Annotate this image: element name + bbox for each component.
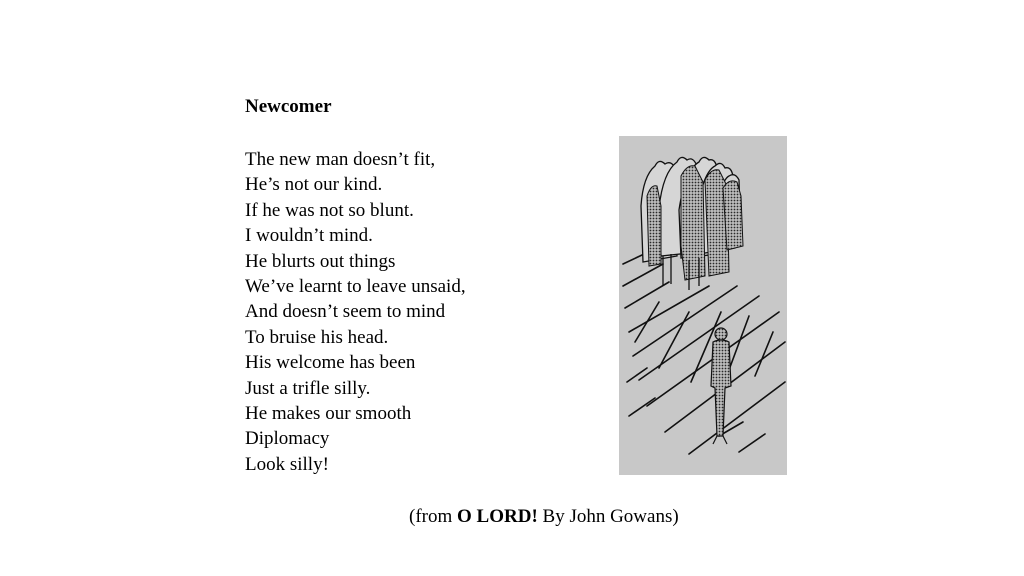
poem-line: Look silly! <box>245 453 329 475</box>
poem-line: He makes our smooth <box>245 403 412 425</box>
citation <box>409 506 679 528</box>
citation-book-title: O LORD! <box>457 506 538 527</box>
poem-line: Just a trifle silly. <box>245 377 371 399</box>
poem-line: He blurts out things <box>245 250 396 272</box>
poem-line: The new man doesn’t fit, <box>245 149 436 170</box>
poem-body <box>245 147 466 477</box>
poem-line: We’ve learnt to leave unsaid, <box>245 276 466 298</box>
citation-prefix: (from <box>409 506 458 527</box>
poem-line: To bruise his head. <box>245 326 389 348</box>
poem-line: And doesn’t seem to mind <box>245 301 446 323</box>
poem-line: His welcome has been <box>245 352 416 374</box>
poem-line: Diplomacy <box>245 428 330 450</box>
citation-suffix: By John Gowans) <box>537 506 679 527</box>
poem-line: I wouldn’t mind. <box>245 225 373 247</box>
group-and-lone-figure-illustration <box>619 136 787 475</box>
poem-line: He’s not our kind. <box>245 174 383 196</box>
poem-title: Newcomer <box>245 96 332 117</box>
poem-line: If he was not so blunt. <box>245 199 414 221</box>
